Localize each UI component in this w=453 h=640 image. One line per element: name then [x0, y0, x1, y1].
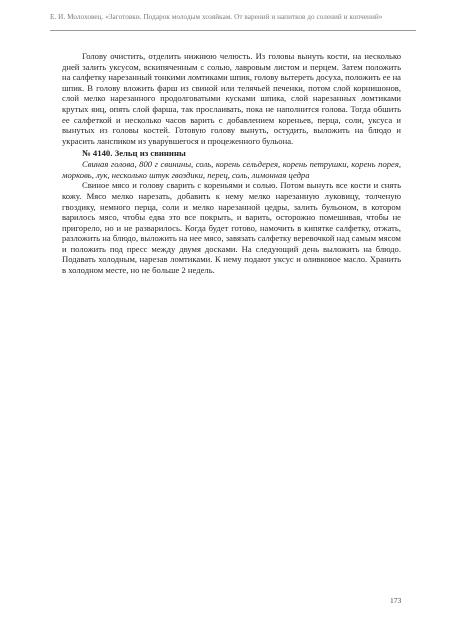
running-header: Е. И. Молоховец. «Заготовки. Подарок молодым хозяйкам. От варений и напитков до солений и копчений» — [50, 13, 383, 21]
ingredients-list: Свиная голова, 800 г свинины, соль, корень сельдерея, корень петрушки, корень порея, морковь, лук, несколько штук гвоздики, перец, соль, лимонная цедра — [62, 159, 401, 180]
page-number: 173 — [390, 596, 402, 605]
body-paragraph: Голову очистить, отделить нижнюю челюсть. Из головы вынуть кости, на несколько дней залить уксусом, вскипяченным с солью, лавровым листом и перцем. Затем положить на салфетку нарезанный тонкими ломтиками шпик, голову вытереть досуха, положить ее на шпик. В голову вложить фарш из свиной или телячьей печенки, потом слой корнишонов, слой мелко нарезанного продолговатыми кусками шпика, слой нарезанных ломтиками крутых яиц, опять слой фарша, так прослаивать, пока не наполнится голова. Тогда обшить ее салфеткой и несколько часов варить с добавлением кореньев, перца, соли, уксуса и вынутых из головы костей. Готовую голову вынуть, остудить, выложить на блюдо и украсить ланспиком из увару́вшегося и процеженного бульона. — [62, 51, 401, 146]
body-paragraph: Свиное мясо и голову сварить с кореньями и солью. Потом вынуть все кости и снять кожу. Мясо мелко нарезать, добавить к нему мелко нарезанную луковицу, толченую гвоздику, немного перца, соли и мелко нарезанной цедры, залить бульоном, в котором варилось мясо, чтобы едва это все покрыть, и варить, осторожно помешивая, чтобы не пригорело, но и не разварилось. Когда будет готово, намочить в кипятке салфетку, отжать, разложить на блюдо, выложить на нее мясо, завязать салфетку веревочкой над самым мясом и положить под пресс между двумя досками. На следующий день выложить на блюдо. Подавать холодным, нарезав ломтиками. К нему подают уксус и оливковое масло. Хранить в холодном месте, но не больше 2 недель. — [62, 180, 401, 276]
page-body — [62, 51, 401, 276]
recipe-title: № 4140. Зельц из свинины — [82, 148, 186, 159]
header-divider — [50, 30, 416, 31]
